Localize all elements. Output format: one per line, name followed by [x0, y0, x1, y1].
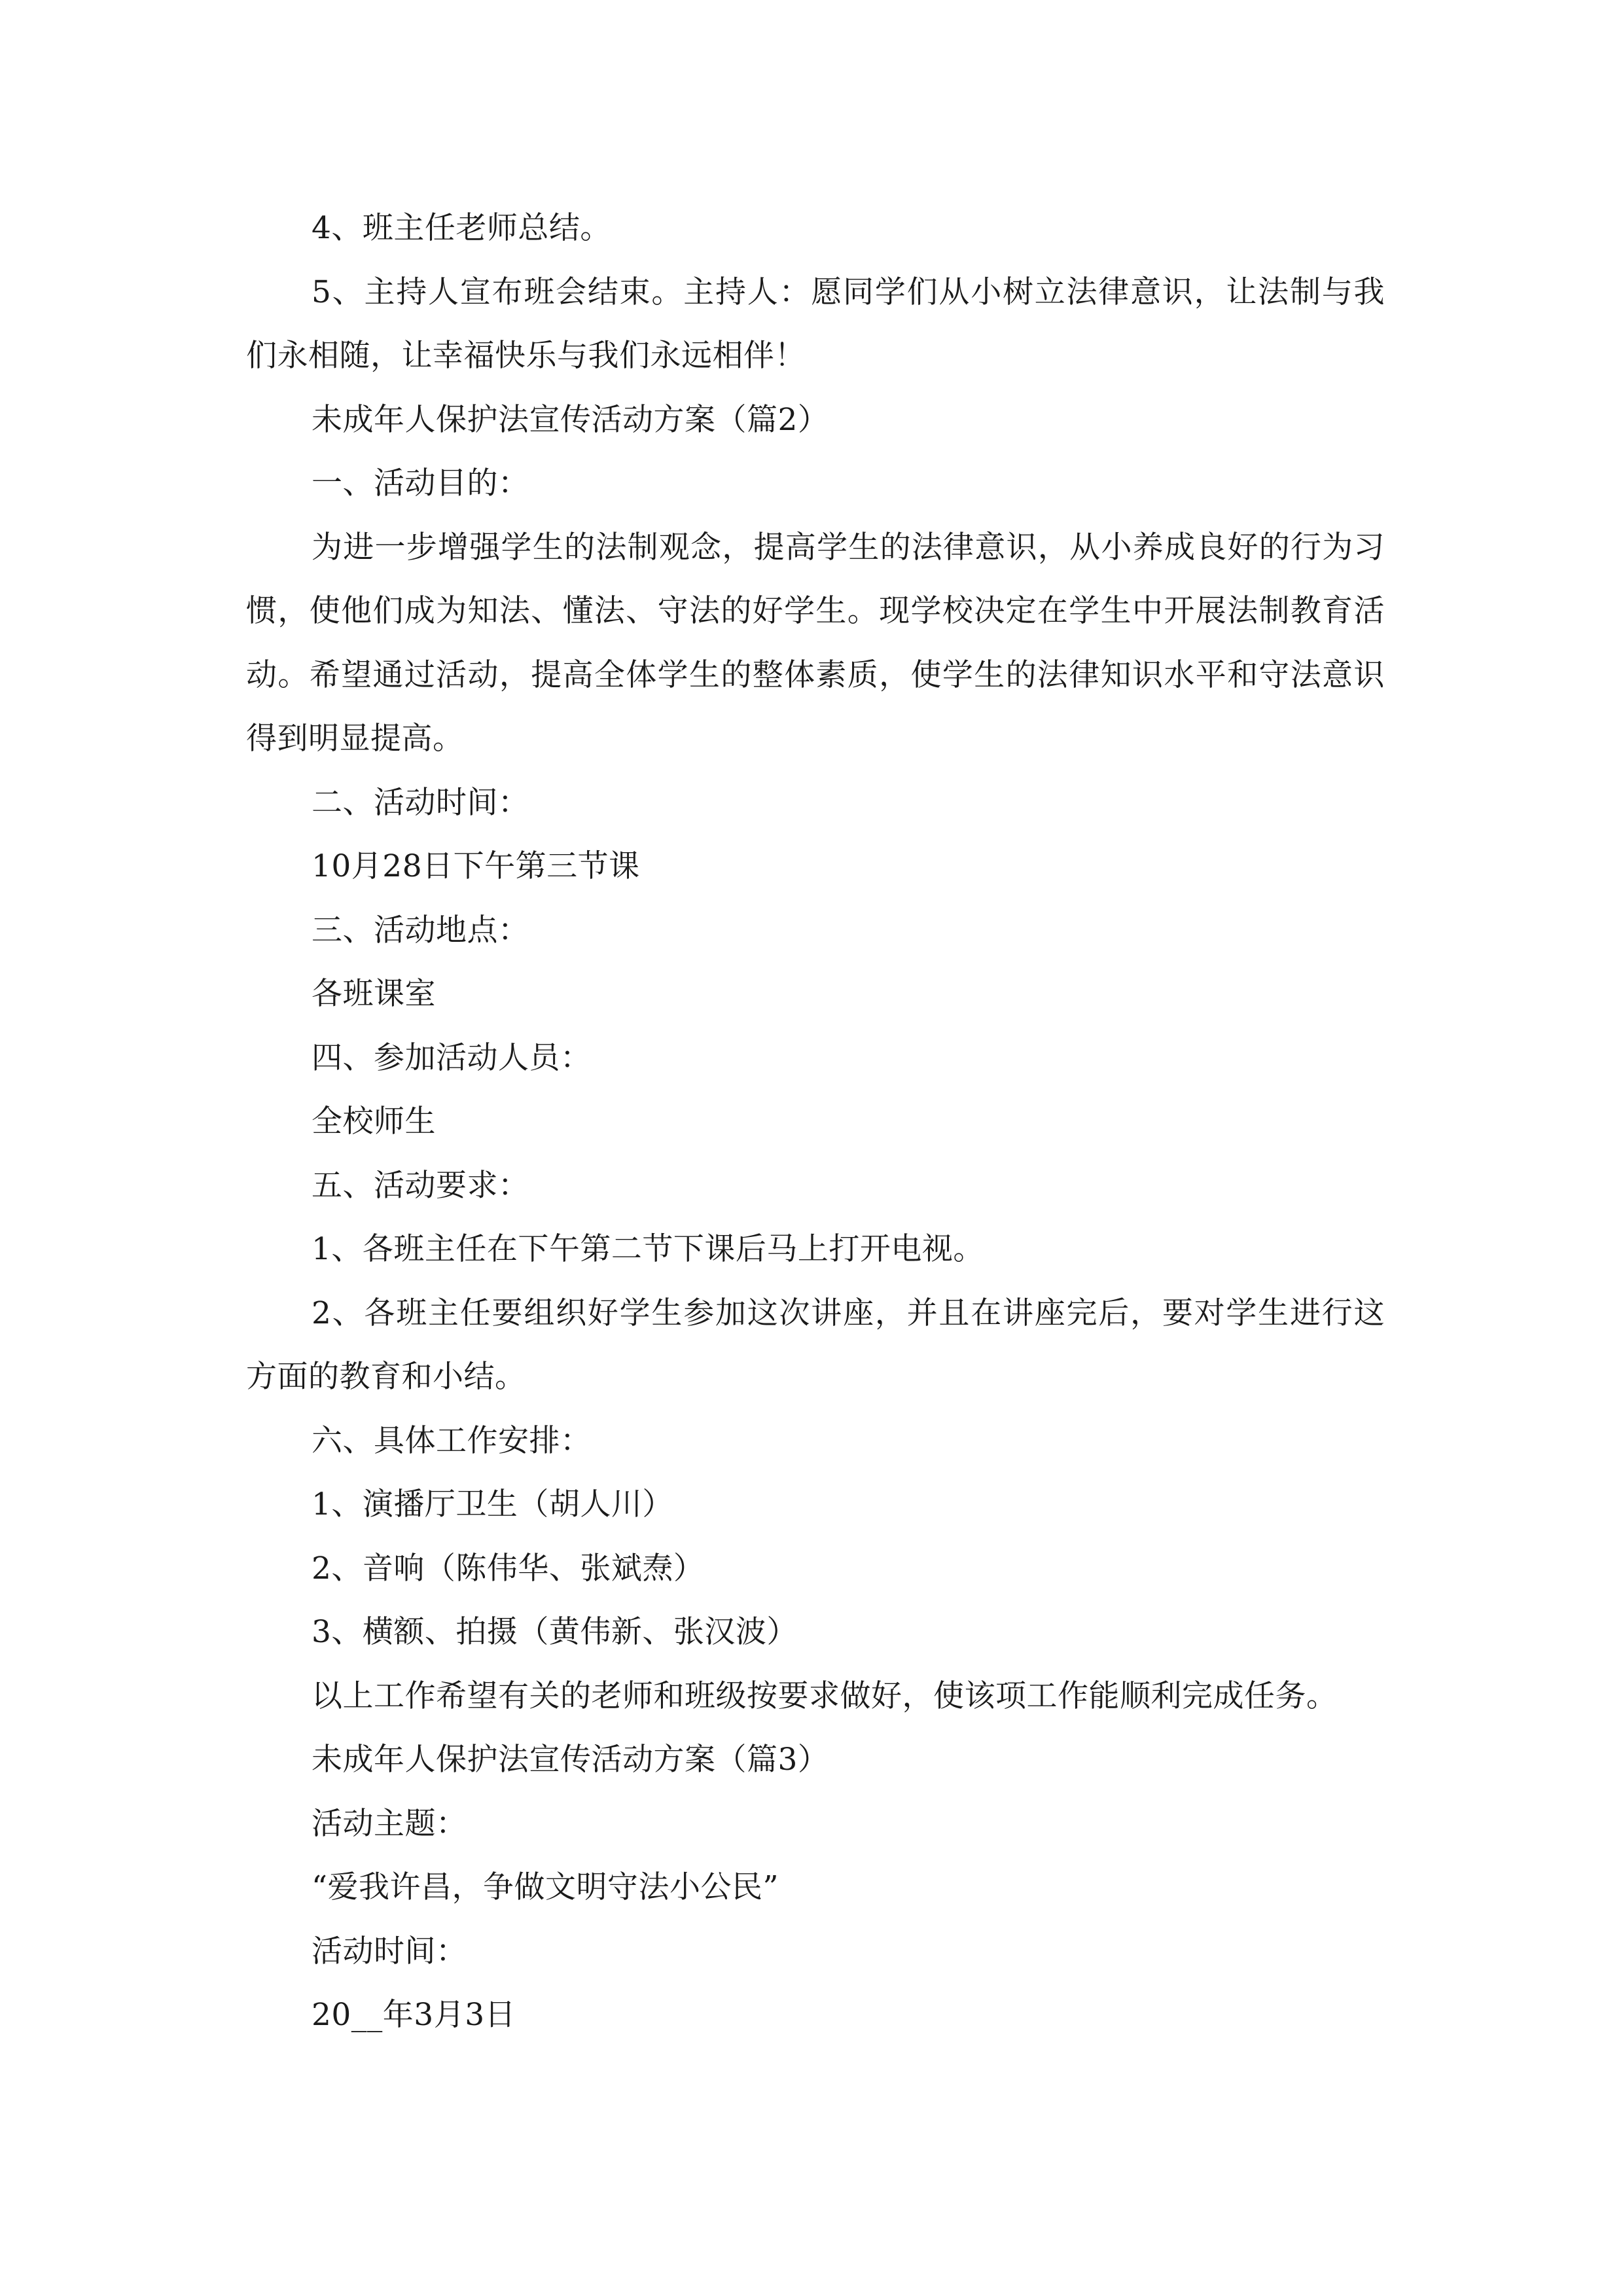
section-title-part2: 未成年人保护法宣传活动方案（篇2）	[312, 401, 829, 438]
paragraph-participants: 全校师生	[312, 1103, 436, 1139]
paragraph-location: 各班课室	[312, 976, 436, 1012]
section-title-part3: 未成年人保护法宣传活动方案（篇3）	[312, 1742, 829, 1778]
paragraph-closing: 5、主持人宣布班会结束。主持人：愿同学们从小树立法律意识，让法制与我们永相随，让幸福快乐与我们永远相伴！	[246, 274, 1385, 374]
heading-time-part3: 活动时间：	[312, 1933, 467, 1969]
paragraph-theme: “爱我许昌，争做文明守法小公民”	[312, 1869, 779, 1905]
heading-participants: 四、参加活动人员：	[312, 1039, 592, 1076]
heading-purpose: 一、活动目的：	[312, 465, 529, 501]
heading-requirements: 五、活动要求：	[312, 1167, 529, 1204]
heading-theme: 活动主题：	[312, 1805, 467, 1842]
document-body	[246, 196, 1385, 2047]
paragraph-purpose: 为进一步增强学生的法制观念，提高学生的法律意识，从小养成良好的行为习惯，使他们成为知法、懂法、守法的好学生。现学校决定在学生中开展法制教育活动。希望通过活动，提高全体学生的整体素质，使学生的法律知识水平和守法意识得到明显提高。	[246, 529, 1385, 757]
heading-arrangements: 六、具体工作安排：	[312, 1422, 592, 1459]
arrangement-item-2: 2、音响（陈伟华、张斌焘）	[312, 1550, 705, 1587]
requirement-item-2: 2、各班主任要组织好学生参加这次讲座，并且在讲座完后，要对学生进行这方面的教育和小结。	[246, 1295, 1385, 1395]
arrangement-item-3: 3、横额、拍摄（黄伟新、张汉波）	[312, 1614, 798, 1650]
paragraph-time: 10月28日下午第三节课	[312, 848, 640, 884]
paragraph-summary: 4、班主任老师总结。	[312, 210, 611, 246]
requirement-item-1: 1、各班主任在下午第二节下课后马上打开电视。	[312, 1231, 984, 1267]
paragraph-date-part3: 20__年3月3日	[312, 1997, 516, 2033]
heading-time: 二、活动时间：	[312, 784, 529, 821]
heading-location: 三、活动地点：	[312, 912, 529, 948]
arrangement-item-1: 1、演播厅卫生（胡人川）	[312, 1486, 673, 1522]
paragraph-arrangements-note: 以上工作希望有关的老师和班级按要求做好，使该项工作能顺利完成任务。	[312, 1677, 1338, 1714]
